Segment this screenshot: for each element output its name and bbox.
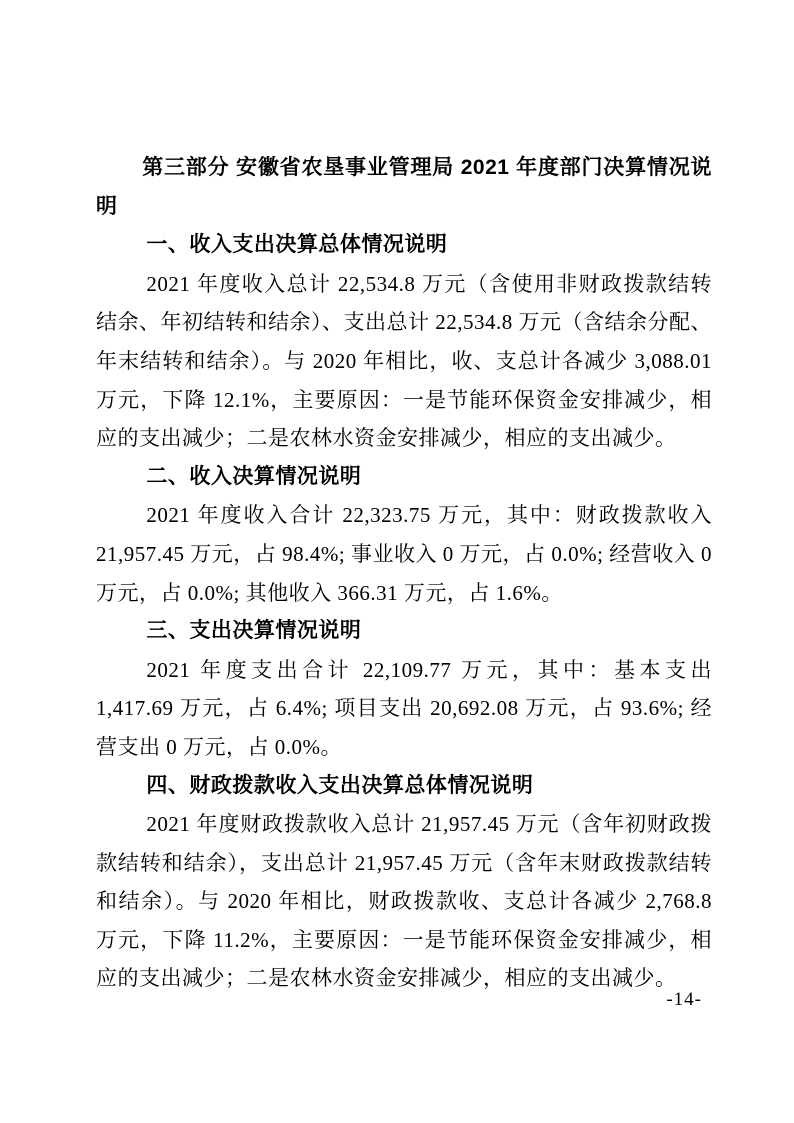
section-1-paragraph: 2021 年度收入总计 22,534.8 万元（含使用非财政拨款结转结余、年初结转和结余）、支出总计 22,534.8 万元（含结余分配、年末结转和结余）。与 2020 年相比，收、支总计各减少 3,088.01 万元，下降 12.1%，主要原因：一是节能环保资金安排减少，相应的支出减少；二是农林水资金安排减少，相应的支出减少。 [96,271,712,451]
page-number: -14- [666,989,702,1010]
section-2-paragraph: 2021 年度收入合计 22,323.75 万元，其中：财政拨款收入 21,957.45 万元，占 98.4%; 事业收入 0 万元，占 0.0%; 经营收入 0 万元，占 0.0%; 其他收入 366.31 万元，占 1.6%。 [96,503,712,605]
section-3-heading: 三、支出决算情况说明 [146,619,362,643]
section-3-paragraph: 2021 年度支出合计 22,109.77 万元，其中：基本支出 1,417.69 万元，占 6.4%; 项目支出 20,692.08 万元，占 93.6%; 经营支出 0 万元，占 0.0%。 [96,657,712,759]
section-1-heading: 一、收入支出决算总体情况说明 [146,233,448,257]
section-2-heading: 二、收入决算情况说明 [146,464,362,488]
section-4-heading: 四、财政拨款收入支出决算总体情况说明 [146,773,534,797]
document-body [96,149,712,998]
document-title: 第三部分 安徽省农垦事业管理局 2021 年度部门决算情况说明 [96,156,712,218]
section-4-paragraph: 2021 年度财政拨款收入总计 21,957.45 万元（含年初财政拨款结转和结余），支出总计 21,957.45 万元（含年末财政拨款结转和结余）。与 2020 年相比，财政拨款收、支总计各减少 2,768.8 万元，下降 11.2%，主要原因：一是节能环保资金安排减少，相应的支出减少；二是农林水资金安排减少，相应的支出减少。 [96,812,712,991]
